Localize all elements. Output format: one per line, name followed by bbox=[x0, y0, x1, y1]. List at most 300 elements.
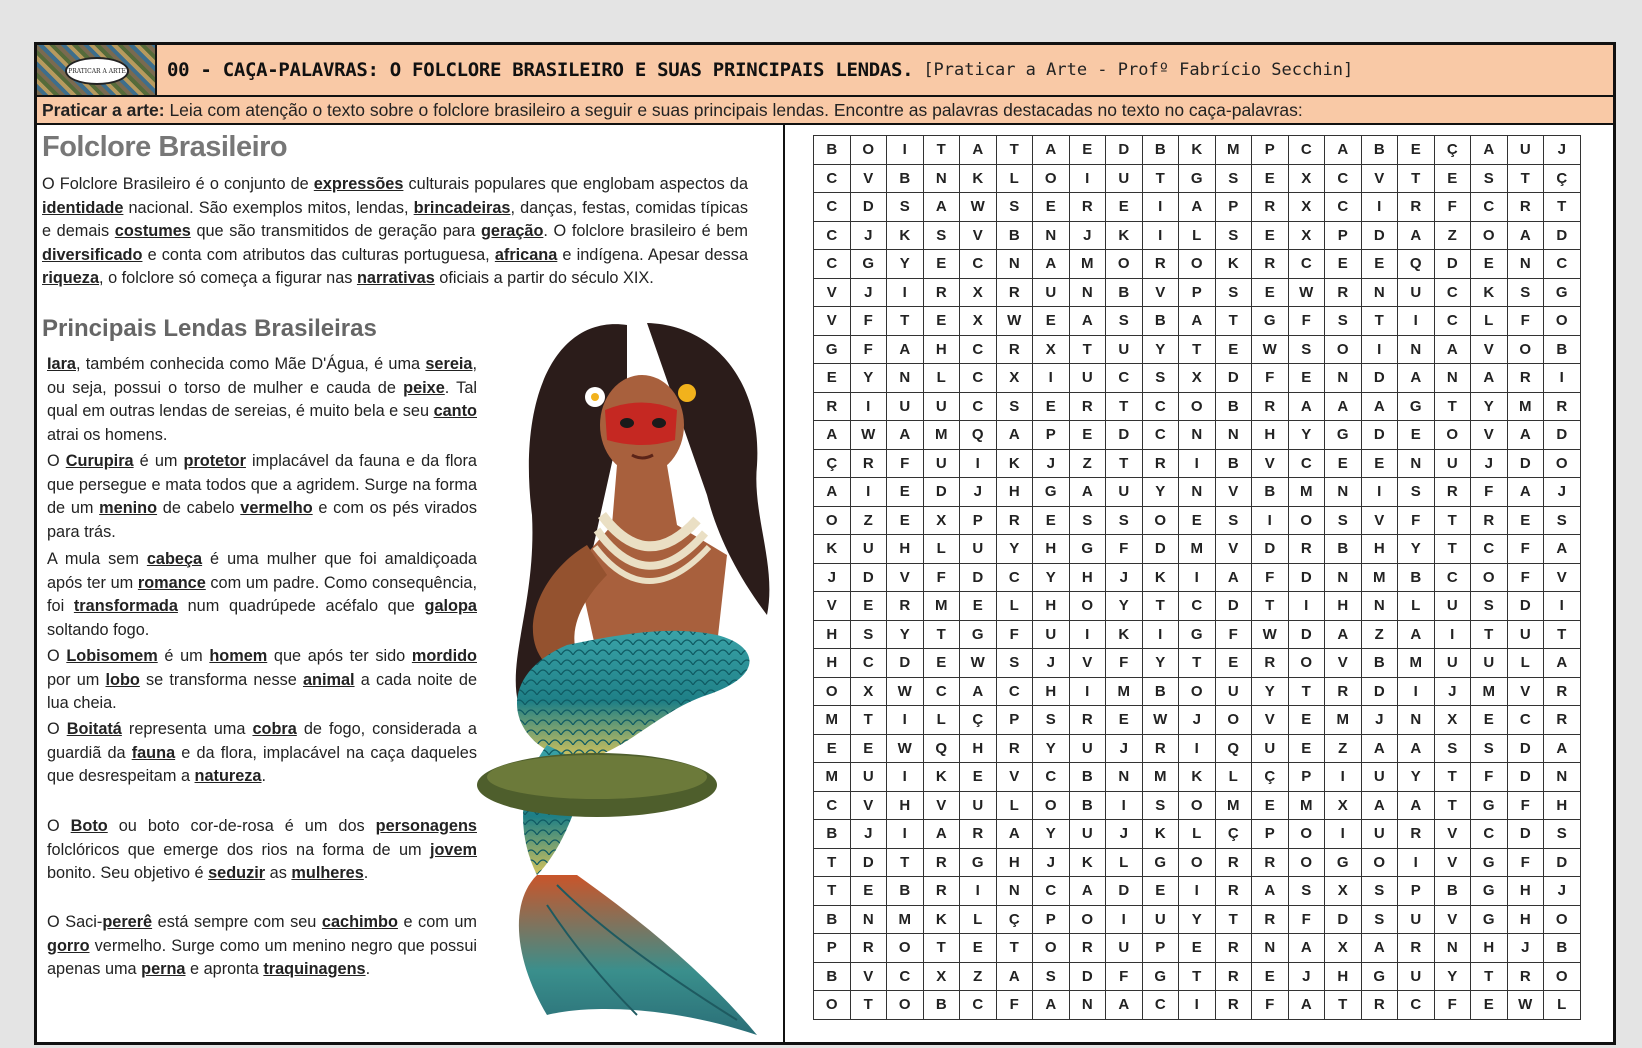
grid-cell[interactable]: R bbox=[850, 934, 887, 963]
grid-cell[interactable]: P bbox=[1325, 221, 1362, 250]
grid-cell[interactable]: N bbox=[1325, 478, 1362, 507]
grid-cell[interactable]: M bbox=[1361, 563, 1398, 592]
grid-cell[interactable]: F bbox=[1215, 620, 1252, 649]
grid-cell[interactable]: U bbox=[1106, 478, 1143, 507]
grid-cell[interactable]: P bbox=[1033, 905, 1070, 934]
grid-cell[interactable]: G bbox=[1142, 962, 1179, 991]
grid-cell[interactable]: J bbox=[1434, 677, 1471, 706]
grid-cell[interactable]: I bbox=[1142, 620, 1179, 649]
grid-cell[interactable]: Z bbox=[1434, 221, 1471, 250]
grid-cell[interactable]: A bbox=[887, 421, 924, 450]
grid-cell[interactable]: A bbox=[996, 421, 1033, 450]
grid-cell[interactable]: S bbox=[1215, 164, 1252, 193]
grid-cell[interactable]: T bbox=[1434, 763, 1471, 792]
grid-cell[interactable]: H bbox=[1507, 905, 1544, 934]
grid-cell[interactable]: Ç bbox=[814, 449, 851, 478]
grid-cell[interactable]: U bbox=[1069, 364, 1106, 393]
grid-cell[interactable]: V bbox=[887, 563, 924, 592]
grid-cell[interactable]: D bbox=[1215, 364, 1252, 393]
grid-cell[interactable]: T bbox=[1434, 791, 1471, 820]
grid-cell[interactable]: I bbox=[1398, 307, 1435, 336]
grid-cell[interactable]: G bbox=[1033, 478, 1070, 507]
grid-cell[interactable]: R bbox=[1325, 278, 1362, 307]
grid-cell[interactable]: F bbox=[1106, 535, 1143, 564]
grid-cell[interactable]: P bbox=[960, 506, 997, 535]
grid-cell[interactable]: S bbox=[1215, 506, 1252, 535]
grid-cell[interactable]: C bbox=[1033, 763, 1070, 792]
grid-cell[interactable]: M bbox=[1288, 791, 1325, 820]
grid-cell[interactable]: A bbox=[1361, 791, 1398, 820]
grid-cell[interactable]: R bbox=[1215, 991, 1252, 1020]
grid-cell[interactable]: B bbox=[1215, 449, 1252, 478]
grid-cell[interactable]: E bbox=[1252, 221, 1289, 250]
grid-cell[interactable]: U bbox=[1252, 734, 1289, 763]
grid-cell[interactable]: E bbox=[1361, 449, 1398, 478]
grid-cell[interactable]: E bbox=[1215, 335, 1252, 364]
grid-cell[interactable]: I bbox=[1361, 335, 1398, 364]
grid-cell[interactable]: R bbox=[814, 392, 851, 421]
grid-cell[interactable]: B bbox=[1142, 136, 1179, 165]
grid-cell[interactable]: I bbox=[887, 820, 924, 849]
grid-cell[interactable]: U bbox=[1069, 820, 1106, 849]
grid-cell[interactable]: B bbox=[1361, 136, 1398, 165]
grid-cell[interactable]: P bbox=[1215, 193, 1252, 222]
grid-cell[interactable]: L bbox=[923, 364, 960, 393]
grid-cell[interactable]: M bbox=[1069, 250, 1106, 279]
grid-cell[interactable]: S bbox=[1288, 877, 1325, 906]
grid-cell[interactable]: G bbox=[1179, 620, 1216, 649]
grid-cell[interactable]: F bbox=[1471, 763, 1508, 792]
grid-cell[interactable]: V bbox=[960, 221, 997, 250]
grid-cell[interactable]: U bbox=[923, 449, 960, 478]
grid-cell[interactable]: D bbox=[1215, 592, 1252, 621]
grid-cell[interactable]: A bbox=[814, 478, 851, 507]
grid-cell[interactable]: A bbox=[1398, 364, 1435, 393]
grid-cell[interactable]: R bbox=[1069, 193, 1106, 222]
grid-cell[interactable]: T bbox=[814, 877, 851, 906]
grid-cell[interactable]: R bbox=[1507, 364, 1544, 393]
grid-cell[interactable]: N bbox=[1252, 934, 1289, 963]
grid-cell[interactable]: L bbox=[1544, 991, 1581, 1020]
grid-cell[interactable]: G bbox=[1325, 848, 1362, 877]
grid-cell[interactable]: Ç bbox=[1434, 136, 1471, 165]
grid-cell[interactable]: R bbox=[1252, 193, 1289, 222]
grid-cell[interactable]: M bbox=[1507, 392, 1544, 421]
grid-cell[interactable]: P bbox=[1398, 877, 1435, 906]
grid-cell[interactable]: V bbox=[1471, 421, 1508, 450]
grid-cell[interactable]: S bbox=[1507, 278, 1544, 307]
grid-cell[interactable]: T bbox=[887, 848, 924, 877]
grid-cell[interactable]: R bbox=[1398, 193, 1435, 222]
grid-cell[interactable]: R bbox=[1252, 392, 1289, 421]
grid-cell[interactable]: I bbox=[1252, 506, 1289, 535]
grid-cell[interactable]: R bbox=[1252, 250, 1289, 279]
grid-cell[interactable]: F bbox=[923, 563, 960, 592]
grid-cell[interactable]: Y bbox=[996, 535, 1033, 564]
grid-cell[interactable]: S bbox=[1033, 962, 1070, 991]
grid-cell[interactable]: C bbox=[1179, 592, 1216, 621]
grid-cell[interactable]: J bbox=[1179, 706, 1216, 735]
grid-cell[interactable]: L bbox=[923, 535, 960, 564]
grid-cell[interactable]: I bbox=[850, 478, 887, 507]
grid-cell[interactable]: E bbox=[1142, 877, 1179, 906]
grid-cell[interactable]: U bbox=[1398, 278, 1435, 307]
grid-cell[interactable]: T bbox=[1471, 962, 1508, 991]
grid-cell[interactable]: B bbox=[1434, 877, 1471, 906]
grid-cell[interactable]: O bbox=[1215, 706, 1252, 735]
grid-cell[interactable]: B bbox=[923, 991, 960, 1020]
grid-cell[interactable]: F bbox=[996, 991, 1033, 1020]
grid-cell[interactable]: S bbox=[887, 193, 924, 222]
grid-cell[interactable]: A bbox=[1069, 877, 1106, 906]
grid-cell[interactable]: H bbox=[1507, 877, 1544, 906]
grid-cell[interactable]: Z bbox=[1361, 620, 1398, 649]
grid-cell[interactable]: T bbox=[1252, 592, 1289, 621]
grid-cell[interactable]: H bbox=[1325, 962, 1362, 991]
grid-cell[interactable]: B bbox=[1398, 563, 1435, 592]
grid-cell[interactable]: Y bbox=[1033, 734, 1070, 763]
grid-cell[interactable]: D bbox=[1507, 820, 1544, 849]
grid-cell[interactable]: N bbox=[1069, 278, 1106, 307]
grid-cell[interactable]: T bbox=[1179, 649, 1216, 678]
grid-cell[interactable]: P bbox=[1288, 763, 1325, 792]
grid-cell[interactable]: E bbox=[1033, 506, 1070, 535]
grid-cell[interactable]: X bbox=[923, 962, 960, 991]
grid-cell[interactable]: O bbox=[814, 506, 851, 535]
grid-cell[interactable]: O bbox=[1507, 335, 1544, 364]
grid-cell[interactable]: N bbox=[1033, 221, 1070, 250]
grid-cell[interactable]: R bbox=[1507, 193, 1544, 222]
grid-cell[interactable]: R bbox=[1215, 877, 1252, 906]
grid-cell[interactable]: K bbox=[1179, 763, 1216, 792]
grid-cell[interactable]: O bbox=[814, 991, 851, 1020]
grid-cell[interactable]: Ç bbox=[1215, 820, 1252, 849]
grid-cell[interactable]: T bbox=[1398, 164, 1435, 193]
grid-cell[interactable]: L bbox=[1471, 307, 1508, 336]
grid-cell[interactable]: D bbox=[1106, 421, 1143, 450]
grid-cell[interactable]: Y bbox=[1142, 649, 1179, 678]
grid-cell[interactable]: E bbox=[1106, 706, 1143, 735]
grid-cell[interactable]: I bbox=[1142, 193, 1179, 222]
grid-cell[interactable]: J bbox=[1544, 478, 1581, 507]
grid-cell[interactable]: C bbox=[960, 250, 997, 279]
grid-cell[interactable]: B bbox=[1544, 934, 1581, 963]
grid-cell[interactable]: S bbox=[1471, 734, 1508, 763]
grid-cell[interactable]: R bbox=[923, 278, 960, 307]
grid-cell[interactable]: F bbox=[1507, 535, 1544, 564]
grid-cell[interactable]: O bbox=[1434, 421, 1471, 450]
grid-cell[interactable]: S bbox=[1361, 905, 1398, 934]
grid-cell[interactable]: D bbox=[1507, 449, 1544, 478]
grid-cell[interactable]: Y bbox=[1252, 677, 1289, 706]
grid-cell[interactable]: I bbox=[1106, 905, 1143, 934]
grid-cell[interactable]: C bbox=[1325, 164, 1362, 193]
grid-cell[interactable]: G bbox=[814, 335, 851, 364]
grid-cell[interactable]: S bbox=[1033, 706, 1070, 735]
grid-cell[interactable]: A bbox=[1033, 250, 1070, 279]
grid-cell[interactable]: U bbox=[1507, 620, 1544, 649]
grid-cell[interactable]: H bbox=[1252, 421, 1289, 450]
grid-cell[interactable]: X bbox=[1033, 335, 1070, 364]
grid-cell[interactable]: F bbox=[1252, 364, 1289, 393]
grid-cell[interactable]: T bbox=[1106, 392, 1143, 421]
grid-cell[interactable]: A bbox=[1398, 620, 1435, 649]
grid-cell[interactable]: T bbox=[1069, 335, 1106, 364]
grid-cell[interactable]: I bbox=[1325, 763, 1362, 792]
grid-cell[interactable]: U bbox=[1398, 905, 1435, 934]
grid-cell[interactable]: F bbox=[1507, 307, 1544, 336]
grid-cell[interactable]: F bbox=[1288, 905, 1325, 934]
grid-cell[interactable]: D bbox=[923, 478, 960, 507]
grid-cell[interactable]: D bbox=[1142, 535, 1179, 564]
grid-cell[interactable]: Y bbox=[1142, 335, 1179, 364]
grid-cell[interactable]: U bbox=[1434, 592, 1471, 621]
grid-cell[interactable]: S bbox=[1106, 307, 1143, 336]
grid-cell[interactable]: C bbox=[814, 164, 851, 193]
grid-cell[interactable]: A bbox=[996, 962, 1033, 991]
grid-cell[interactable]: B bbox=[1069, 763, 1106, 792]
grid-cell[interactable]: N bbox=[850, 905, 887, 934]
grid-cell[interactable]: P bbox=[1252, 136, 1289, 165]
grid-cell[interactable]: I bbox=[1142, 221, 1179, 250]
grid-cell[interactable]: M bbox=[887, 905, 924, 934]
grid-cell[interactable]: X bbox=[1325, 877, 1362, 906]
grid-cell[interactable]: P bbox=[1179, 278, 1216, 307]
grid-cell[interactable]: I bbox=[1398, 677, 1435, 706]
grid-cell[interactable]: B bbox=[1361, 649, 1398, 678]
grid-cell[interactable]: D bbox=[1325, 905, 1362, 934]
grid-cell[interactable]: E bbox=[923, 250, 960, 279]
grid-cell[interactable]: X bbox=[996, 364, 1033, 393]
grid-cell[interactable]: B bbox=[814, 962, 851, 991]
grid-cell[interactable]: A bbox=[1252, 877, 1289, 906]
grid-cell[interactable]: B bbox=[814, 905, 851, 934]
grid-cell[interactable]: L bbox=[1215, 763, 1252, 792]
grid-cell[interactable]: J bbox=[1033, 449, 1070, 478]
grid-cell[interactable]: R bbox=[887, 592, 924, 621]
grid-cell[interactable]: C bbox=[960, 364, 997, 393]
grid-cell[interactable]: D bbox=[1069, 962, 1106, 991]
grid-cell[interactable]: S bbox=[1361, 877, 1398, 906]
grid-cell[interactable]: L bbox=[1398, 592, 1435, 621]
grid-cell[interactable]: D bbox=[1507, 734, 1544, 763]
grid-cell[interactable]: W bbox=[887, 734, 924, 763]
grid-cell[interactable]: Y bbox=[1106, 592, 1143, 621]
grid-cell[interactable]: B bbox=[814, 820, 851, 849]
grid-cell[interactable]: S bbox=[1325, 307, 1362, 336]
grid-cell[interactable]: E bbox=[1069, 136, 1106, 165]
grid-cell[interactable]: R bbox=[1215, 962, 1252, 991]
grid-cell[interactable]: R bbox=[1069, 392, 1106, 421]
grid-cell[interactable]: T bbox=[1215, 905, 1252, 934]
grid-cell[interactable]: E bbox=[1033, 193, 1070, 222]
grid-cell[interactable]: S bbox=[996, 392, 1033, 421]
grid-cell[interactable]: I bbox=[1361, 193, 1398, 222]
grid-cell[interactable]: A bbox=[1507, 478, 1544, 507]
grid-cell[interactable]: F bbox=[887, 449, 924, 478]
grid-cell[interactable]: J bbox=[1033, 649, 1070, 678]
grid-cell[interactable]: O bbox=[1106, 250, 1143, 279]
grid-cell[interactable]: P bbox=[1252, 820, 1289, 849]
grid-cell[interactable]: B bbox=[887, 877, 924, 906]
grid-cell[interactable]: D bbox=[1361, 421, 1398, 450]
grid-cell[interactable]: V bbox=[923, 791, 960, 820]
grid-cell[interactable]: O bbox=[1544, 962, 1581, 991]
grid-cell[interactable]: M bbox=[814, 706, 851, 735]
grid-cell[interactable]: E bbox=[1325, 250, 1362, 279]
grid-cell[interactable]: M bbox=[1179, 535, 1216, 564]
grid-cell[interactable]: V bbox=[1471, 335, 1508, 364]
grid-cell[interactable]: F bbox=[1507, 848, 1544, 877]
grid-cell[interactable]: A bbox=[1361, 392, 1398, 421]
grid-cell[interactable]: N bbox=[1544, 763, 1581, 792]
grid-cell[interactable]: K bbox=[1142, 563, 1179, 592]
grid-cell[interactable]: S bbox=[996, 649, 1033, 678]
grid-cell[interactable]: I bbox=[1069, 620, 1106, 649]
grid-cell[interactable]: O bbox=[850, 136, 887, 165]
grid-cell[interactable]: R bbox=[1069, 934, 1106, 963]
grid-cell[interactable]: T bbox=[1471, 620, 1508, 649]
grid-cell[interactable]: O bbox=[887, 934, 924, 963]
grid-cell[interactable]: I bbox=[1179, 563, 1216, 592]
grid-cell[interactable]: H bbox=[1471, 934, 1508, 963]
grid-cell[interactable]: I bbox=[1179, 449, 1216, 478]
grid-cell[interactable]: A bbox=[1361, 734, 1398, 763]
grid-cell[interactable]: S bbox=[1325, 506, 1362, 535]
grid-cell[interactable]: K bbox=[1179, 136, 1216, 165]
grid-cell[interactable]: C bbox=[960, 392, 997, 421]
grid-cell[interactable]: B bbox=[1544, 335, 1581, 364]
grid-cell[interactable]: A bbox=[1507, 421, 1544, 450]
grid-cell[interactable]: N bbox=[1069, 991, 1106, 1020]
grid-cell[interactable]: H bbox=[1361, 535, 1398, 564]
grid-cell[interactable]: E bbox=[887, 478, 924, 507]
grid-cell[interactable]: E bbox=[960, 592, 997, 621]
grid-cell[interactable]: R bbox=[1215, 848, 1252, 877]
grid-cell[interactable]: E bbox=[814, 734, 851, 763]
grid-cell[interactable]: D bbox=[850, 193, 887, 222]
grid-cell[interactable]: T bbox=[1434, 535, 1471, 564]
grid-cell[interactable]: F bbox=[1507, 563, 1544, 592]
grid-cell[interactable]: F bbox=[1471, 478, 1508, 507]
grid-cell[interactable]: E bbox=[1252, 791, 1289, 820]
grid-cell[interactable]: J bbox=[1106, 563, 1143, 592]
grid-cell[interactable]: C bbox=[1288, 449, 1325, 478]
grid-cell[interactable]: K bbox=[1069, 848, 1106, 877]
grid-cell[interactable]: C bbox=[1471, 820, 1508, 849]
grid-cell[interactable]: N bbox=[1215, 421, 1252, 450]
grid-cell[interactable]: H bbox=[996, 478, 1033, 507]
grid-cell[interactable]: Ç bbox=[1252, 763, 1289, 792]
grid-cell[interactable]: I bbox=[1179, 877, 1216, 906]
grid-cell[interactable]: T bbox=[1215, 307, 1252, 336]
grid-cell[interactable]: M bbox=[1398, 649, 1435, 678]
grid-cell[interactable]: I bbox=[1544, 592, 1581, 621]
grid-cell[interactable]: S bbox=[1398, 478, 1435, 507]
grid-cell[interactable]: A bbox=[887, 335, 924, 364]
grid-cell[interactable]: D bbox=[887, 649, 924, 678]
grid-cell[interactable]: K bbox=[1142, 820, 1179, 849]
grid-cell[interactable]: E bbox=[1252, 278, 1289, 307]
grid-cell[interactable]: L bbox=[996, 592, 1033, 621]
grid-cell[interactable]: N bbox=[887, 364, 924, 393]
grid-cell[interactable]: A bbox=[1398, 791, 1435, 820]
grid-cell[interactable]: O bbox=[1288, 506, 1325, 535]
grid-cell[interactable]: C bbox=[850, 649, 887, 678]
grid-cell[interactable]: R bbox=[996, 506, 1033, 535]
grid-cell[interactable]: N bbox=[1434, 364, 1471, 393]
grid-cell[interactable]: A bbox=[1179, 307, 1216, 336]
grid-cell[interactable]: U bbox=[850, 535, 887, 564]
grid-cell[interactable]: S bbox=[923, 221, 960, 250]
grid-cell[interactable]: S bbox=[1544, 820, 1581, 849]
grid-cell[interactable]: R bbox=[1361, 991, 1398, 1020]
grid-cell[interactable]: Y bbox=[887, 250, 924, 279]
grid-cell[interactable]: V bbox=[1434, 848, 1471, 877]
grid-cell[interactable]: R bbox=[1215, 934, 1252, 963]
grid-cell[interactable]: I bbox=[1361, 478, 1398, 507]
grid-cell[interactable]: C bbox=[996, 563, 1033, 592]
grid-cell[interactable]: E bbox=[1434, 164, 1471, 193]
grid-cell[interactable]: K bbox=[1215, 250, 1252, 279]
grid-cell[interactable]: I bbox=[1325, 820, 1362, 849]
grid-cell[interactable]: O bbox=[1471, 221, 1508, 250]
grid-cell[interactable]: F bbox=[1398, 506, 1435, 535]
grid-cell[interactable]: E bbox=[1069, 421, 1106, 450]
grid-cell[interactable]: T bbox=[1434, 506, 1471, 535]
grid-cell[interactable]: O bbox=[1179, 677, 1216, 706]
grid-cell[interactable]: H bbox=[1325, 592, 1362, 621]
grid-cell[interactable]: A bbox=[1544, 734, 1581, 763]
grid-cell[interactable]: T bbox=[1106, 449, 1143, 478]
grid-cell[interactable]: N bbox=[1398, 449, 1435, 478]
grid-cell[interactable]: D bbox=[1507, 763, 1544, 792]
grid-cell[interactable]: E bbox=[814, 364, 851, 393]
grid-cell[interactable]: F bbox=[1252, 991, 1289, 1020]
grid-cell[interactable]: E bbox=[1252, 962, 1289, 991]
grid-cell[interactable]: A bbox=[1325, 392, 1362, 421]
grid-cell[interactable]: V bbox=[1215, 478, 1252, 507]
grid-cell[interactable]: T bbox=[1434, 392, 1471, 421]
grid-cell[interactable]: A bbox=[923, 820, 960, 849]
grid-cell[interactable]: A bbox=[1179, 193, 1216, 222]
grid-cell[interactable]: J bbox=[960, 478, 997, 507]
grid-cell[interactable]: A bbox=[1325, 136, 1362, 165]
grid-cell[interactable]: S bbox=[1544, 506, 1581, 535]
grid-cell[interactable]: V bbox=[1252, 706, 1289, 735]
grid-cell[interactable]: T bbox=[887, 307, 924, 336]
grid-cell[interactable]: Ç bbox=[960, 706, 997, 735]
grid-cell[interactable]: H bbox=[887, 791, 924, 820]
grid-cell[interactable]: O bbox=[1179, 848, 1216, 877]
grid-cell[interactable]: J bbox=[1288, 962, 1325, 991]
grid-cell[interactable]: I bbox=[887, 278, 924, 307]
grid-cell[interactable]: J bbox=[1033, 848, 1070, 877]
grid-cell[interactable]: R bbox=[1544, 706, 1581, 735]
grid-cell[interactable]: X bbox=[1288, 221, 1325, 250]
grid-cell[interactable]: D bbox=[1507, 592, 1544, 621]
grid-cell[interactable]: W bbox=[996, 307, 1033, 336]
grid-cell[interactable]: V bbox=[1252, 449, 1289, 478]
grid-cell[interactable]: N bbox=[1179, 478, 1216, 507]
grid-cell[interactable]: E bbox=[1288, 734, 1325, 763]
grid-cell[interactable]: T bbox=[996, 934, 1033, 963]
grid-cell[interactable]: K bbox=[1106, 620, 1143, 649]
grid-cell[interactable]: C bbox=[1434, 278, 1471, 307]
grid-cell[interactable]: B bbox=[1325, 535, 1362, 564]
grid-cell[interactable]: Z bbox=[1325, 734, 1362, 763]
grid-cell[interactable]: U bbox=[960, 535, 997, 564]
